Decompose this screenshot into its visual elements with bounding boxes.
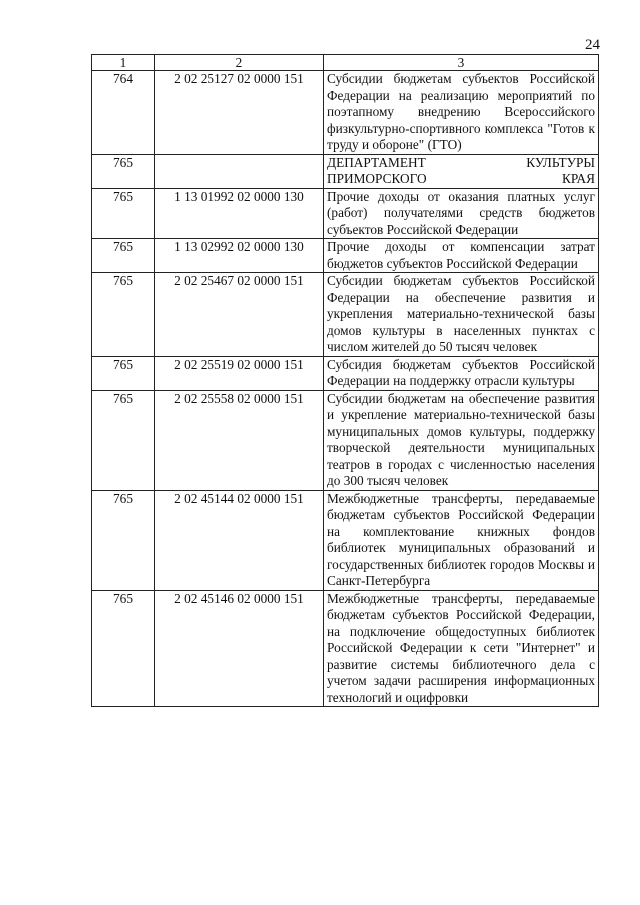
revenue-code-cell: 1 13 02992 02 0000 130 (155, 239, 324, 273)
admin-code-cell: 765 (92, 490, 155, 590)
table-header-row (92, 55, 599, 71)
header-cell-1: 1 (92, 55, 155, 71)
table-row (92, 154, 599, 188)
table-row (92, 188, 599, 239)
revenue-code-cell: 1 13 01992 02 0000 130 (155, 188, 324, 239)
page-number: 24 (585, 37, 600, 53)
admin-code-cell: 765 (92, 273, 155, 357)
revenue-code-cell: 2 02 45144 02 0000 151 (155, 490, 324, 590)
table-row (92, 273, 599, 357)
header-cell-2: 2 (155, 55, 324, 71)
description-cell: Прочие доходы от компенсации затрат бюджетов субъектов Российской Федерации (324, 239, 599, 273)
admin-code-cell: 765 (92, 188, 155, 239)
admin-code-cell: 765 (92, 239, 155, 273)
revenue-code-cell: 2 02 25519 02 0000 151 (155, 356, 324, 390)
description-cell: Субсидии бюджетам на обеспечение развития и укрепление материально-технической базы муниципальных домов культуры, поддержку творческой деятельности муниципальных театров в городах с численностью населения до 300 тысяч человек (324, 390, 599, 490)
table-row (92, 390, 599, 490)
department-name-cell: ДЕПАРТАМЕНТ КУЛЬТУРЫ ПРИМОРСКОГО КРАЯ (324, 154, 599, 188)
admin-code-cell: 765 (92, 590, 155, 707)
table-row (92, 356, 599, 390)
admin-code-cell: 764 (92, 71, 155, 155)
table-row (92, 590, 599, 707)
revenue-code-cell (155, 154, 324, 188)
description-cell: Межбюджетные трансферты, передаваемые бюджетам субъектов Российской Федерации на комплектование книжных фондов библиотек муниципальных образований и государственных библиотек городов Москвы и Санкт-Петербурга (324, 490, 599, 590)
admin-code-cell: 765 (92, 390, 155, 490)
table-row (92, 239, 599, 273)
description-cell: Межбюджетные трансферты, передаваемые бюджетам субъектов Российской Федерации, на подключение общедоступных библиотек Российской Федерации к сети "Интернет" и развитие системы библиотечного дела с учетом задачи расширения информационных технологий и оцифровки (324, 590, 599, 707)
table-row (92, 490, 599, 590)
admin-code-cell: 765 (92, 356, 155, 390)
revenue-code-cell: 2 02 45146 02 0000 151 (155, 590, 324, 707)
header-cell-3: 3 (324, 55, 599, 71)
description-cell: Субсидии бюджетам субъектов Российской Федерации на реализацию мероприятий по поэтапному внедрению Всероссийского физкультурно-спортивного комплекса "Готов к труду и обороне" (ГТО) (324, 71, 599, 155)
admin-code-cell: 765 (92, 154, 155, 188)
description-cell: Прочие доходы от оказания платных услуг (работ) получателями средств бюджетов субъектов Российской Федерации (324, 188, 599, 239)
description-cell: Субсидия бюджетам субъектов Российской Федерации на поддержку отрасли культуры (324, 356, 599, 390)
description-cell: Субсидии бюджетам субъектов Российской Федерации на обеспечение развития и укрепления материально-технической базы домов культуры в населенных пунктах с числом жителей до 50 тысяч человек (324, 273, 599, 357)
revenue-code-cell: 2 02 25467 02 0000 151 (155, 273, 324, 357)
table-row (92, 71, 599, 155)
revenue-code-cell: 2 02 25127 02 0000 151 (155, 71, 324, 155)
revenue-code-cell: 2 02 25558 02 0000 151 (155, 390, 324, 490)
revenue-codes-table (91, 54, 599, 707)
